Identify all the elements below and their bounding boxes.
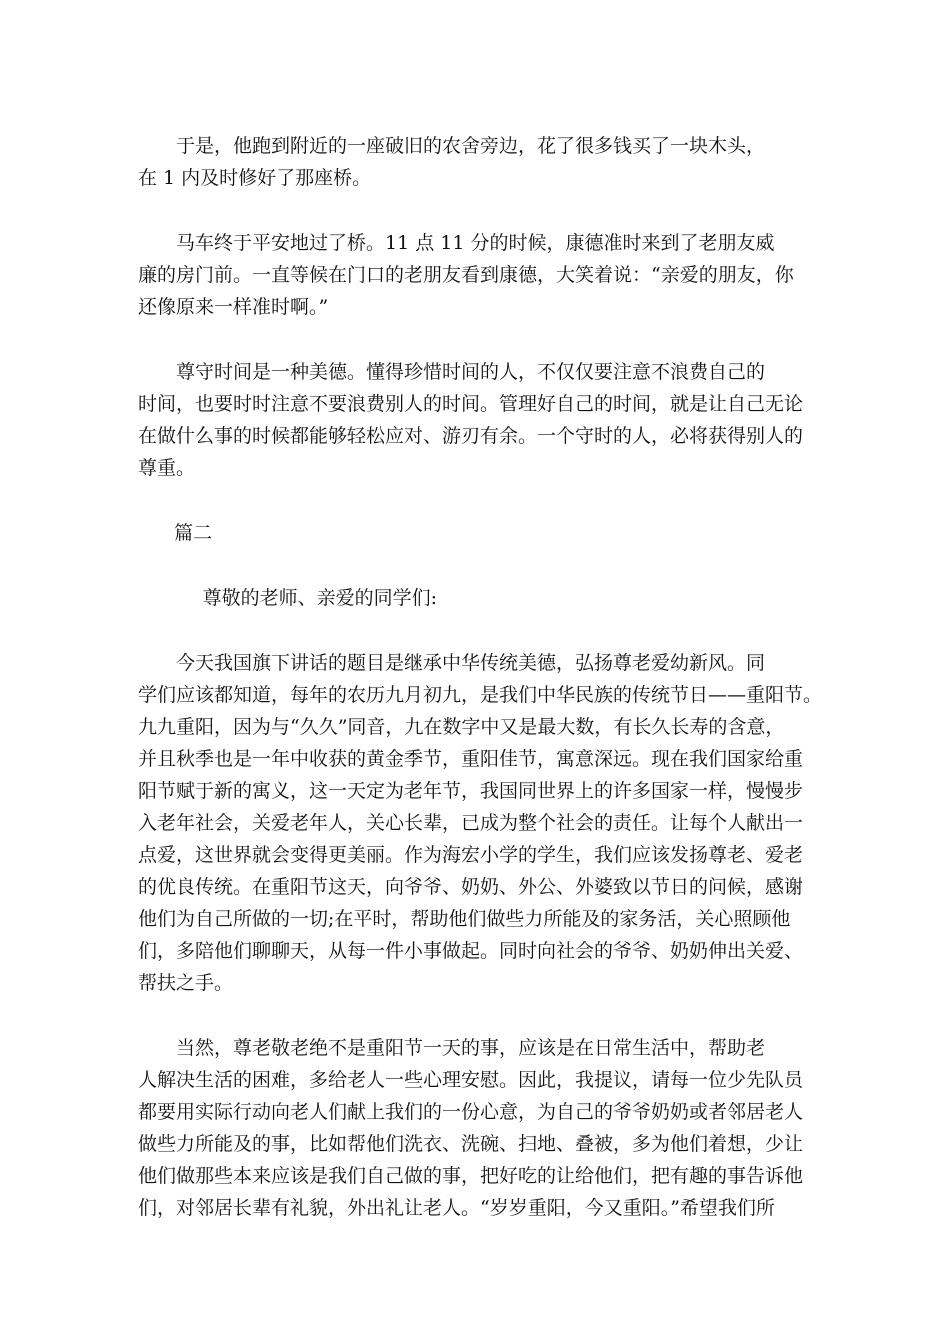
text-line: 们，多陪他们聊聊天，从每一件小事做起。同时向社会的爷爷、奶奶伸出关爱、 (138, 940, 804, 962)
section-title: 篇二 (174, 522, 213, 544)
paragraph-chongyang-speech (138, 647, 823, 999)
paragraph-respect-elders (138, 1032, 818, 1224)
text-line: 在做什么事的时候都能够轻松应对、游刃有余。一个守时的人，必将获得别人的 (138, 425, 804, 447)
text-line: 尊守时间是一种美德。懂得珍惜时间的人，不仅仅要注意不浪费自己的 (176, 361, 766, 383)
text-line: 于是，他跑到附近的一座破旧的农舍旁边，花了很多钱买了一块木头， (176, 135, 766, 157)
text-line: 他们做那些本来应该是我们自己做的事，把好吃的让给他们，把有趣的事告诉他 (138, 1165, 804, 1187)
text-line: 并且秋季也是一年中收获的黄金季节，重阳佳节，寓意深远。现在我们国家给重 (138, 748, 804, 770)
paragraph-carriage-arrival (138, 227, 818, 323)
text-line: 入老年社会，关爱老年人，关心长辈，已成为整个社会的责任。让每个人献出一 (138, 812, 804, 834)
text-line: 学们应该都知道，每年的农历九月初九，是我们中华民族的传统节日——重阳节。 (138, 684, 823, 706)
text-line: 尊重。 (138, 457, 196, 479)
text-line: 的优良传统。在重阳节这天，向爷爷、奶奶、外公、外婆致以节日的问候，感谢 (138, 876, 804, 898)
text-line: 他们为自己所做的一切;在平时，帮助他们做些力所能及的家务活，关心照顾他 (138, 908, 791, 930)
text-line: 做些力所能及的事，比如帮他们洗衣、洗碗、扫地、叠被，多为他们着想，少让 (138, 1133, 804, 1155)
paragraph-bridge-repair (138, 130, 818, 194)
text-line: 时间，也要时时注意不要浪费别人的时间。管理好自己的时间，就是让自己无论 (138, 393, 804, 415)
text-line: 今天我国旗下讲话的题目是继承中华传统美德，弘扬尊老爱幼新风。同 (176, 652, 766, 674)
text-line: 九九重阳，因为与“久久”同音，九在数字中又是最大数，有长久长寿的含意， (138, 716, 785, 738)
salutation: 尊敬的老师、亲爱的同学们: (202, 587, 437, 609)
text-line: 廉的房门前。一直等候在门口的老朋友看到康德，大笑着说：“亲爱的朋友，你 (138, 264, 794, 286)
paragraph-punctuality-virtue (138, 356, 818, 484)
text-line: 人解决生活的困难，多给老人一些心理安慰。因此，我提议，请每一位少先队员 (138, 1069, 804, 1091)
text-line: 阳节赋于新的寓义，这一天定为老年节，我国同世界上的许多国家一样，慢慢步 (138, 780, 804, 802)
document-body (138, 130, 823, 1257)
text-line: 点爱，这世界就会变得更美丽。作为海宏小学的学生，我们应该发扬尊老、爱老 (138, 844, 804, 866)
text-line: 还像原来一样准时啊。” (138, 296, 329, 318)
text-line: 马车终于平安地过了桥。11 点 11 分的时候，康德准时来到了老朋友威 (176, 232, 775, 254)
text-line: 们，对邻居长辈有礼貌，外出礼让老人。“岁岁重阳，今又重阳。”希望我们所 (138, 1197, 775, 1219)
text-line: 在 1 内及时修好了那座桥。 (138, 167, 372, 189)
text-line: 都要用实际行动向老人们献上我们的一份心意，为自己的爷爷奶奶或者邻居老人 (138, 1101, 804, 1123)
text-line: 帮扶之手。 (138, 972, 234, 994)
text-line: 当然，尊老敬老绝不是重阳节一天的事，应该是在日常生活中，帮助老 (176, 1037, 766, 1059)
